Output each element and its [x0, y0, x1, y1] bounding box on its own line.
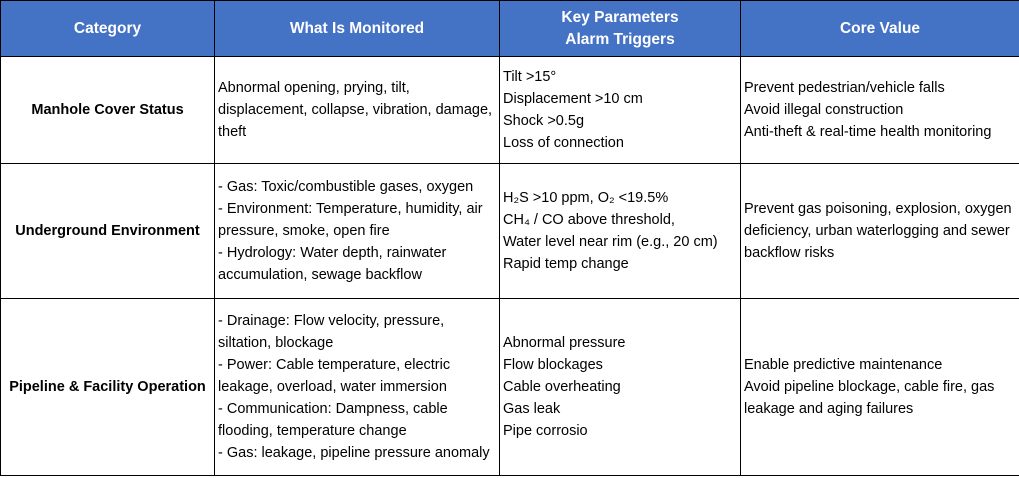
cell-line: - Communication: Dampness, cable flooding, temperature change	[218, 401, 452, 439]
cell-line: Tilt >15°	[503, 69, 557, 85]
header-core-value: Core Value	[741, 1, 1019, 57]
cell-line: Avoid illegal construction	[744, 102, 904, 118]
table-body	[1, 57, 1019, 476]
parameters-cell	[500, 164, 741, 299]
cell-line: Prevent pedestrian/vehicle falls	[744, 80, 945, 96]
category-cell: Underground Environment	[1, 164, 215, 299]
header-what-is-monitored: What Is Monitored	[215, 1, 500, 57]
parameters-cell	[500, 57, 741, 164]
cell-line: Rapid temp change	[503, 256, 629, 272]
cell-line: - Gas: leakage, pipeline pressure anomaly	[218, 445, 490, 461]
cell-line: - Environment: Temperature, humidity, air pressure, smoke, open fire	[218, 201, 487, 239]
table-row	[1, 299, 1019, 476]
cell-line: - Drainage: Flow velocity, pressure, siltation, blockage	[218, 313, 449, 351]
monitored-cell	[215, 299, 500, 476]
table-row	[1, 57, 1019, 164]
cell-line: Water level near rim (e.g., 20 cm)	[503, 234, 718, 250]
cell-line: Flow blockages	[503, 357, 603, 373]
cell-line: CH₄ / CO above threshold,	[503, 212, 675, 228]
value-cell	[741, 164, 1019, 299]
table-header	[1, 1, 1019, 57]
header-key-parameters: Key Parameters Alarm Triggers	[500, 1, 741, 57]
cell-line: Displacement >10 cm	[503, 91, 643, 107]
cell-line: Shock >0.5g	[503, 113, 585, 129]
cell-line: Avoid pipeline blockage, cable fire, gas leakage and aging failures	[744, 379, 999, 417]
cell-line: Prevent gas poisoning, explosion, oxygen deficiency, urban waterlogging and sewer backflow risks	[744, 201, 1016, 261]
value-cell	[741, 57, 1019, 164]
cell-line: Enable predictive maintenance	[744, 357, 943, 373]
cell-line: Cable overheating	[503, 379, 621, 395]
cell-line: Pipe corrosio	[503, 423, 588, 439]
category-cell: Manhole Cover Status	[1, 57, 215, 164]
cell-line: Loss of connection	[503, 135, 624, 151]
cell-line: Abnormal pressure	[503, 335, 626, 351]
cell-line: Anti-theft & real-time health monitoring	[744, 124, 992, 140]
header-category: Category	[1, 1, 215, 57]
category-cell: Pipeline & Facility Operation	[1, 299, 215, 476]
cell-line: - Gas: Toxic/combustible gases, oxygen	[218, 179, 474, 195]
header-row	[1, 1, 1019, 57]
cell-line: Abnormal opening, prying, tilt, displacement, collapse, vibration, damage, theft	[218, 80, 497, 140]
cell-line: - Hydrology: Water depth, rainwater accumulation, sewage backflow	[218, 245, 451, 283]
parameters-cell	[500, 299, 741, 476]
value-cell	[741, 299, 1019, 476]
cell-line: - Power: Cable temperature, electric leakage, overload, water immersion	[218, 357, 455, 395]
cell-line: Gas leak	[503, 401, 561, 417]
cell-line: H₂S >10 ppm, O₂ <19.5%	[503, 190, 669, 206]
monitored-cell	[215, 164, 500, 299]
table-row	[1, 164, 1019, 299]
monitored-cell	[215, 57, 500, 164]
